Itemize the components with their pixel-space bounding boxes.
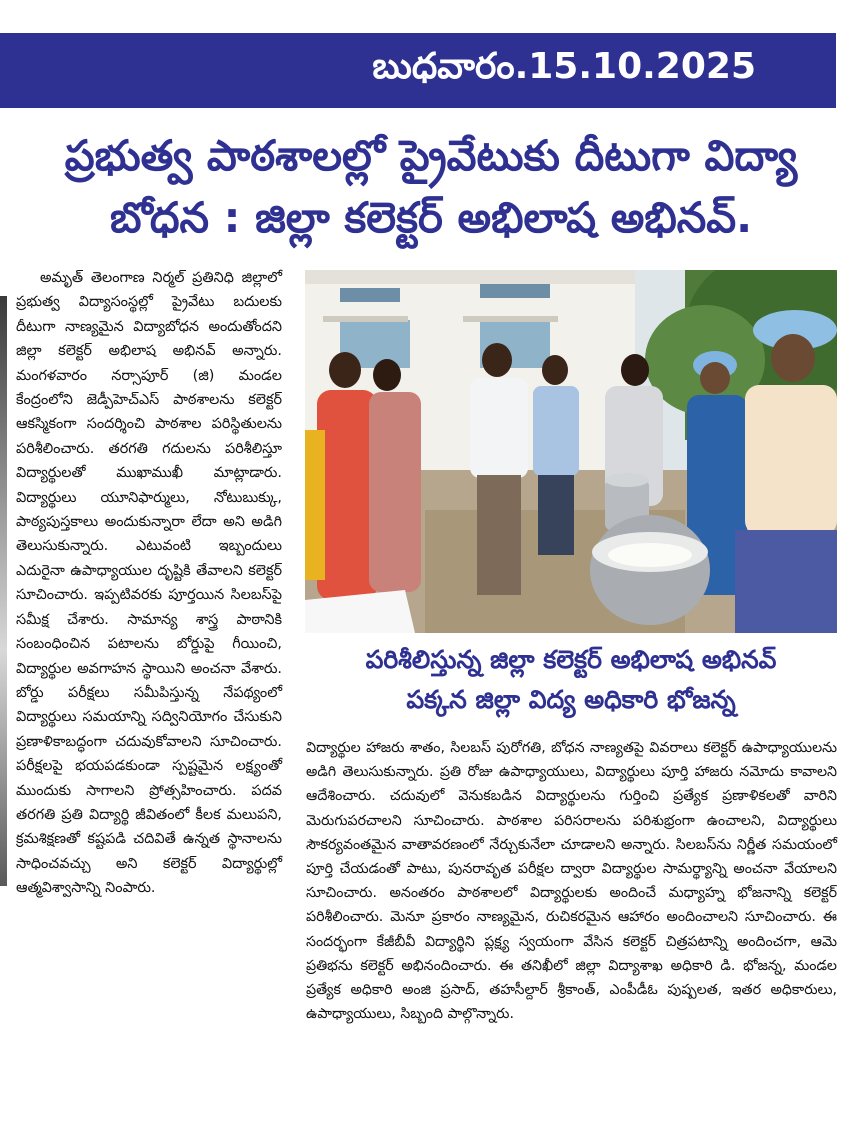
adjacent-photo-edge xyxy=(0,296,7,886)
headline-line-1: ప్రభుత్వ పాఠశాలల్లో ప్రైవేటుకు దీటుగా విద్యా xyxy=(64,131,798,180)
photo-caption xyxy=(305,640,837,720)
caption-line-1: పరిశీలిస్తున్న జిల్లా కలెక్టర్ అభిలాష అభినవ్ xyxy=(365,645,777,674)
news-photo xyxy=(305,270,837,633)
article-right-column xyxy=(306,736,837,1026)
caption-line-2: పక్కన జిల్లా విద్య అధికారి భోజన్న xyxy=(406,685,736,714)
news-photo-illustration xyxy=(305,270,837,633)
publication-date: బుధవారం.15.10.2025 xyxy=(372,45,756,87)
headline-line-2: బోధన : జిల్లా కలెక్టర్ అభిలాష అభినవ్. xyxy=(109,193,753,242)
headline xyxy=(0,125,862,249)
article-left-text: అమృత్ తెలంగాణ నిర్మల్ ప్రతినిధి జిల్లాలో ప్రభుత్వ విద్యాసంస్థల్లో ప్రైవేటు బదులకు దీటుగా నాణ్యమైన విద్యాబోధన అందుతోందని జిల్లా కలెక్టర్ అభిలాష అభినవ్ అన్నారు. మంగళవారం నర్సాపూర్ (జి) మండల కేంద్రంలోని జెడ్పీహెచ్ఎస్ పాఠశాలను కలెక్టర్ ఆకస్మికంగా సందర్శించి పాఠశాల పరిస్థితులను పరిశీలించారు. తరగతి గదులను పరిశీలిస్తూ విద్యార్థులతో ముఖాముఖీ మాట్లాడారు. విద్యార్థులు యూనిఫార్ములు, నోటుబుక్కు, పాఠ్యపుస్తకాలు అందుకున్నారా లేదా అని అడిగి తెలుసుకున్నారు. ఎటువంటి ఇబ్బందులు ఎదురైనా ఉపాధ్యాయుల దృష్టికి తేవాలని కలెక్టర్ సూచించారు. ఇప్పటివరకు పూర్తయిన సిలబస్‌పై సమీక్ష చేశారు. సామాన్య శాస్త్ర పాఠానికి సంబంధించిన పటాలను బోర్డుపై గీయించి, విద్యార్థుల అవగాహన స్థాయిని అంచనా వేశారు. బోర్డు పరీక్షలు సమీపిస్తున్న నేపథ్యంలో విద్యార్థులు సమయాన్ని సద్వినియోగం చేసుకుని ప్రణాళికాబద్ధంగా చదువుకోవాలని సూచించారు. పరీక్షలపై భయపడకుండా స్పష్టమైన లక్ష్యంతో ముందుకు సాగాలని ప్రోత్సహించారు. పదవ తరగతి ప్రతి విద్యార్థి జీవితంలో కీలక మలుపని, క్రమశిక్షణతో కష్టపడి చదివితే ఉన్నత స్థానాలను సాధించవచ్చు అని కలెక్టర్ విద్యార్థుల్లో ఆత్మవిశ్వాసాన్ని నింపారు. xyxy=(16,270,282,897)
date-banner xyxy=(0,33,836,108)
article-left-column xyxy=(16,266,282,901)
article-right-text: విద్యార్థుల హాజరు శాతం, సిలబస్ పురోగతి, బోధన నాణ్యతపై వివరాలు కలెక్టర్ ఉపాధ్యాయులను అడిగి తెలుసుకున్నారు. ప్రతి రోజు ఉపాధ్యాయులు, విద్యార్థులు పూర్తి హాజరు నమోదు కావాలని ఆదేశించారు. చదువులో వెనుకబడిన విద్యార్థులను గుర్తించి ప్రత్యేక ప్రణాళికలతో వారిని మెరుగుపరచాలని సూచించారు. పాఠశాల పరిసరాలను పరిశుభ్రంగా ఉంచాలని, విద్యార్థులు సౌకర్యవంతమైన వాతావరణంలో నేర్చుకునేలా చూడాలని అన్నారు. సిలబస్‌ను నిర్ణీత సమయంలో పూర్తి చేయడంతో పాటు, పునరావృత పరీక్షల ద్వారా విద్యార్థుల సామర్థ్యాన్ని అంచనా వేయాలని సూచించారు. అనంతరం పాఠశాలలో విద్యార్థులకు అందించే మధ్యాహ్న భోజనాన్ని కలెక్టర్ పరిశీలించారు. మెనూ ప్రకారం నాణ్యమైన, రుచికరమైన ఆహారం అందించాలని సూచించారు. ఈ సందర్భంగా కేజీబీవీ విద్యార్థిని ప్లక్ష్య స్వయంగా వేసిన కలెక్టర్ చిత్రపటాన్ని అందించగా, ఆమె ప్రతిభను కలెక్టర్ అభినందించారు. ఈ తనిఖీలో జిల్లా విద్యాశాఖ అధికారి డి. భోజన్న, మండల ప్రత్యేక అధికారి అంజి ప్రసాద్, తహసీల్దార్ శ్రీకాంత్, ఎంపీడీఓ పుష్పలత, ఇతర అధికారులు, ఉపాధ్యాయులు, సిబ్బంది పాల్గొన్నారు. xyxy=(306,740,837,1023)
